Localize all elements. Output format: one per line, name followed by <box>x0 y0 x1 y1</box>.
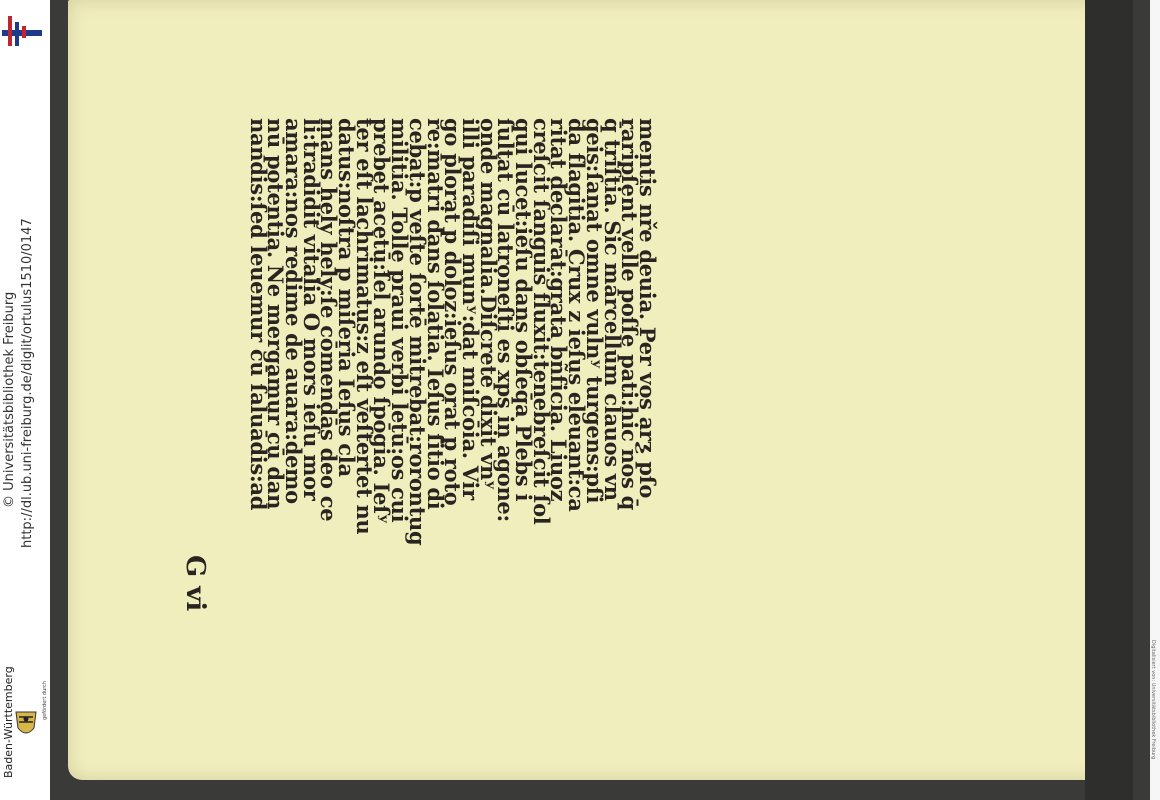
scan-edge-print: Digitalisiert von: Universitätsbibliothek Freiburg <box>1150 640 1156 760</box>
text-line: ſultat cū latroneſti es xps in agone: <box>493 118 519 522</box>
page-text <box>100 118 660 546</box>
text-line: datus:noſtra p miſeria Ieſus cla <box>334 118 360 477</box>
text-line: go plorat p doloz:ieſus orat p roto <box>440 118 466 506</box>
text-line: q̄ triſtia. Sic marcellum clauos vn <box>599 118 625 501</box>
text-line: geis:ſanat omne vulnʸ turgens:pſi <box>581 118 607 504</box>
text-line: nandis:ſed leuemur cū ſaluādis:ad <box>245 118 271 511</box>
text-line: qui lucet:ieſu dans obſeq̄a Plebs i <box>511 118 537 502</box>
university-logo-icon <box>2 6 44 48</box>
copyright-notice: © Universitätsbibliothek Freiburg <box>2 291 17 508</box>
book-spine <box>1085 0 1133 800</box>
text-line: amara:nos redime de auara:demo <box>281 118 306 504</box>
text-line: onde magnalia.Diſcrete dixit vnʸ <box>475 118 501 490</box>
text-line: li:tradidit vitalia O mors ieſu mor <box>298 118 324 501</box>
text-line: illi paradiſi munʸ:dat miſcōia. Vir <box>458 118 483 500</box>
text-line: prebet acetū:ſel arundo ſpōgia. Ieſʸ <box>369 118 395 524</box>
funding-name: Baden-Württemberg <box>2 666 15 778</box>
text-line: ter eſt lachrimatus:z eſt veſtertet nu <box>351 118 377 535</box>
text-line: ritat declarāt:grata bñficia. Liuoz <box>546 118 572 502</box>
document-url[interactable]: http://dl.ub.uni-freiburg.de/diglit/ortulus1510/0147 <box>20 218 35 548</box>
text-line: militia. Tolle praui verbi letū:os cui <box>387 118 413 523</box>
signature-mark: G vi <box>180 555 210 612</box>
text-line: da flagitia. Crux z ieſus eleuant:ca <box>564 118 590 512</box>
text-line: mans hely hely:ſe cōmendās deo ce <box>316 118 342 522</box>
viewer-sidebar <box>0 0 50 800</box>
text-line: re:matri dans ſolatia. Ieſus ſitio di <box>422 118 448 510</box>
text-line: creſcit ſanguis fluxit:tenebreſcit ſol <box>528 118 554 525</box>
text-line: mentis nře deuia. Per vos arƺ pſo <box>635 118 660 499</box>
text-line: raripſent velle poſſe pati:hic nos q̄ <box>617 118 643 511</box>
text-line: cebat:p veſte ſortē mitrebat:rorontug <box>404 118 430 546</box>
funding-label: gefördert durch <box>42 680 48 720</box>
state-coat-of-arms-icon <box>14 710 38 740</box>
text-line: nū potentia. Ne mergamur cū dan <box>263 118 289 510</box>
